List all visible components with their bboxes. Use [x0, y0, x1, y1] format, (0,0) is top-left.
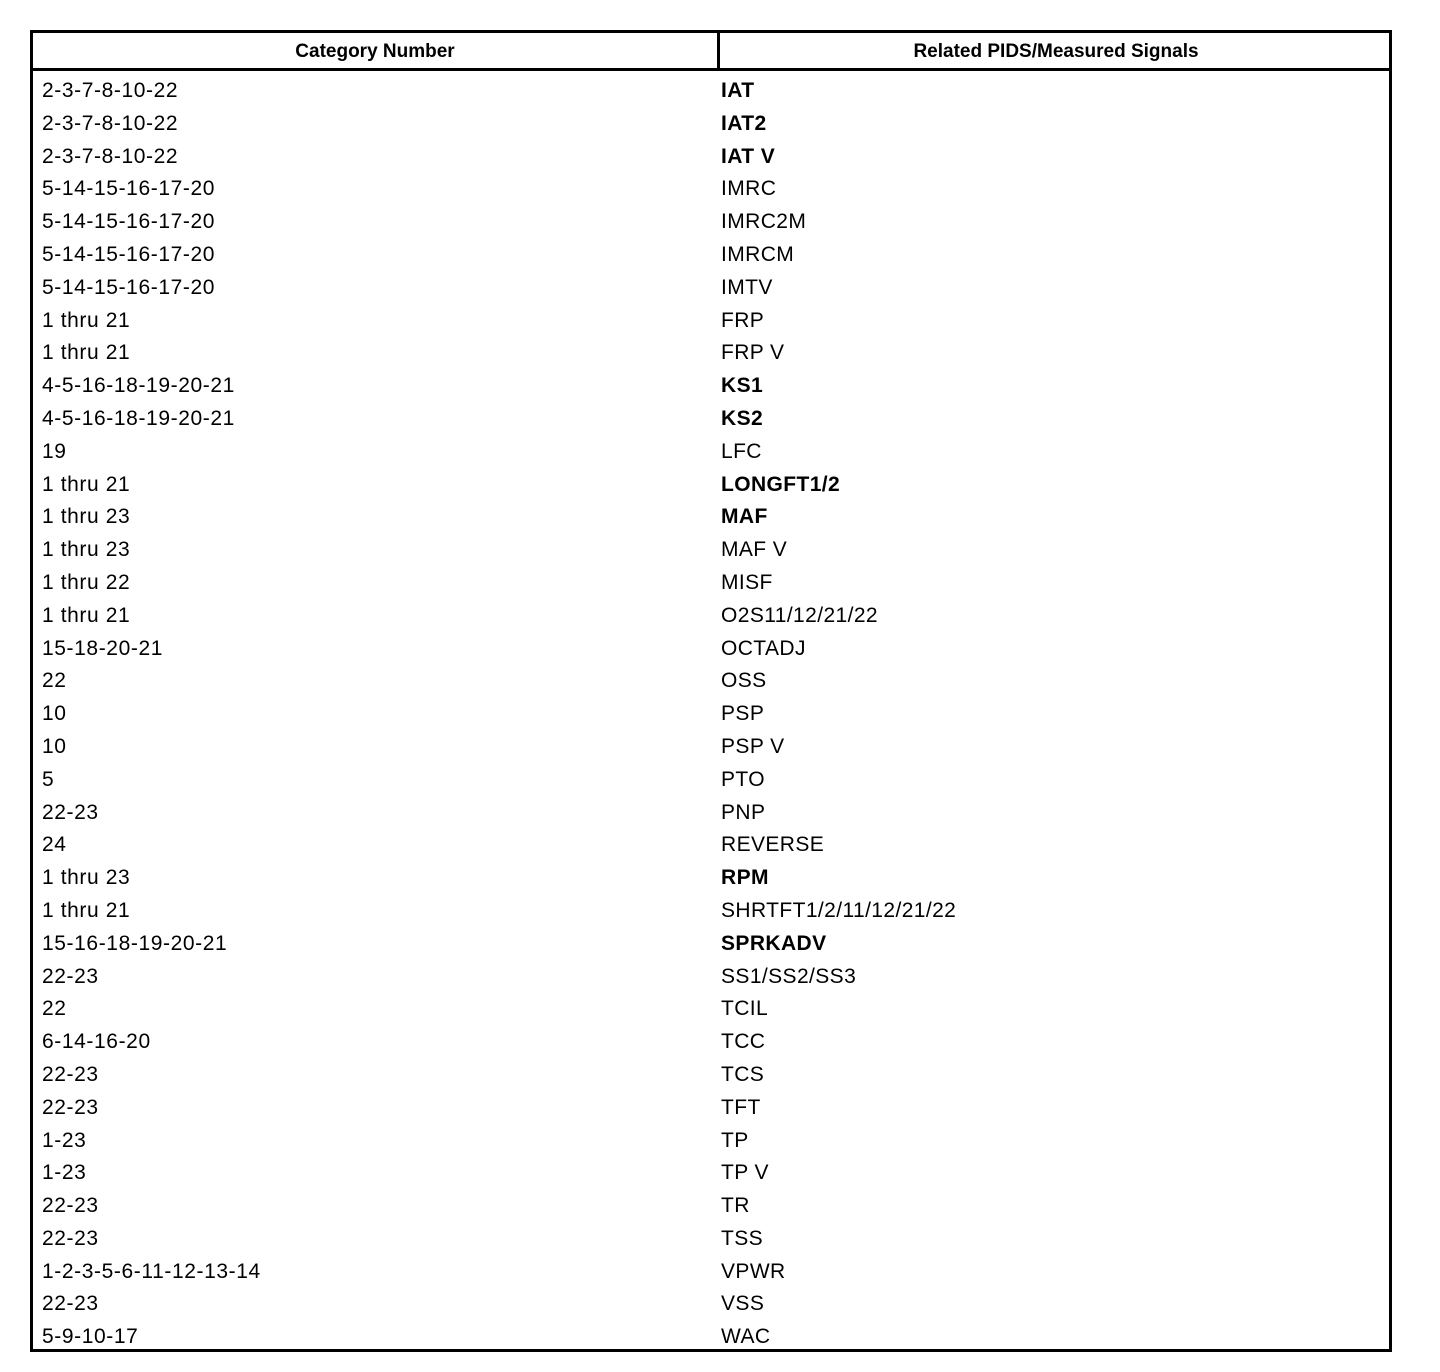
category-number-cell: 5-14-15-16-17-20 — [42, 177, 216, 201]
table-row — [33, 993, 1389, 1026]
table-row — [33, 436, 1389, 469]
table-row — [33, 370, 1389, 403]
table-row — [33, 797, 1389, 830]
pid-signal-cell: TP V — [721, 1161, 769, 1185]
header-category-number: Category Number — [295, 41, 455, 62]
pid-signal-cell: TFT — [721, 1095, 761, 1119]
pid-signal-cell: TSS — [721, 1226, 764, 1250]
table-row — [33, 1026, 1389, 1059]
table-row — [33, 1223, 1389, 1256]
pid-signal-cell: PSP V — [721, 734, 785, 758]
table-row — [33, 534, 1389, 567]
category-number-cell: 6-14-16-20 — [42, 1030, 151, 1054]
table-row — [33, 1092, 1389, 1125]
category-number-cell: 10 — [42, 734, 67, 758]
category-number-cell: 1-23 — [42, 1128, 87, 1152]
category-number-cell: 22 — [42, 669, 67, 693]
category-number-cell: 22-23 — [42, 1062, 99, 1086]
table-row — [33, 501, 1389, 534]
category-number-cell: 2-3-7-8-10-22 — [42, 144, 179, 168]
pid-signal-cell: TCS — [721, 1062, 765, 1086]
pid-signal-cell: PTO — [721, 767, 765, 791]
category-number-cell: 1-23 — [42, 1161, 87, 1185]
pid-signal-cell: IAT — [721, 79, 755, 102]
table-row — [33, 633, 1389, 666]
category-number-cell: 4-5-16-18-19-20-21 — [42, 374, 235, 398]
table-row — [33, 206, 1389, 239]
category-number-cell: 2-3-7-8-10-22 — [42, 111, 179, 135]
category-number-cell: 1 thru 21 — [42, 472, 131, 496]
pid-signal-cell: IMRC — [721, 177, 777, 201]
pid-signal-cell: TCIL — [721, 997, 769, 1021]
category-number-cell: 22 — [42, 997, 67, 1021]
table-row — [33, 895, 1389, 928]
table-row — [33, 698, 1389, 731]
table-row — [33, 1288, 1389, 1321]
table-row — [33, 862, 1389, 895]
table-row — [33, 305, 1389, 338]
category-number-cell: 1 thru 21 — [42, 898, 131, 922]
table-row — [33, 1157, 1389, 1190]
category-number-cell: 5-9-10-17 — [42, 1325, 139, 1349]
table-row — [33, 108, 1389, 141]
pid-signal-cell: KS2 — [721, 406, 764, 430]
category-number-cell: 5-14-15-16-17-20 — [42, 210, 216, 234]
pid-signal-cell: IMTV — [721, 275, 773, 299]
table-row — [33, 403, 1389, 436]
table-row — [33, 272, 1389, 305]
category-number-cell: 22-23 — [42, 800, 99, 824]
category-number-cell: 24 — [42, 833, 67, 857]
pid-signal-cell: LONGFT1/2 — [721, 472, 841, 496]
category-number-cell: 10 — [42, 702, 67, 726]
pid-signal-cell: RPM — [721, 866, 769, 890]
pid-signal-cell: IMRCM — [721, 242, 795, 266]
category-number-cell: 1 thru 21 — [42, 341, 131, 365]
pid-signal-cell: IAT V — [721, 144, 776, 168]
table-row — [33, 1190, 1389, 1223]
table-body — [33, 75, 1389, 1354]
pid-signal-cell: FRP — [721, 308, 765, 332]
pid-signal-cell: MAF — [721, 505, 768, 529]
pid-signal-cell: TCC — [721, 1030, 766, 1054]
pid-signal-cell: MISF — [721, 570, 773, 594]
pid-signal-cell: PNP — [721, 800, 766, 824]
pid-signal-cell: SPRKADV — [721, 931, 827, 955]
category-number-cell: 4-5-16-18-19-20-21 — [42, 406, 235, 430]
table-row — [33, 1256, 1389, 1289]
pid-signal-cell: SS1/SS2/SS3 — [721, 964, 857, 988]
pid-signal-cell: IAT2 — [721, 111, 767, 135]
category-number-cell: 2-3-7-8-10-22 — [42, 79, 179, 102]
table-row — [33, 141, 1389, 174]
table-row — [33, 961, 1389, 994]
pid-signal-cell: LFC — [721, 439, 762, 463]
pid-signal-cell: VSS — [721, 1292, 765, 1316]
category-number-cell: 22-23 — [42, 1292, 99, 1316]
category-number-cell: 15-16-18-19-20-21 — [42, 931, 228, 955]
table-row — [33, 731, 1389, 764]
pid-signal-cell: OSS — [721, 669, 767, 693]
category-number-cell: 5-14-15-16-17-20 — [42, 275, 216, 299]
category-number-cell: 5 — [42, 767, 55, 791]
category-number-cell: 22-23 — [42, 1226, 99, 1250]
pid-signal-cell: PSP — [721, 702, 765, 726]
pid-signal-cell: O2S11/12/21/22 — [721, 603, 878, 627]
header-related-pids: Related PIDS/Measured Signals — [913, 41, 1199, 62]
table-header-row — [33, 33, 1389, 71]
table-row — [33, 173, 1389, 206]
table-row — [33, 1125, 1389, 1158]
category-number-cell: 1 thru 23 — [42, 866, 131, 890]
table-row — [33, 337, 1389, 370]
pid-signal-cell: FRP V — [721, 341, 785, 365]
table-row — [33, 567, 1389, 600]
pid-signal-cell: TR — [721, 1194, 750, 1218]
pid-signal-cell: TP — [721, 1128, 749, 1152]
table-row — [33, 829, 1389, 862]
pid-signal-cell: KS1 — [721, 374, 764, 398]
table-row — [33, 75, 1389, 108]
category-number-cell: 22-23 — [42, 1095, 99, 1119]
table-row — [33, 600, 1389, 633]
pid-signal-cell: MAF V — [721, 538, 788, 562]
category-number-cell: 1 thru 23 — [42, 505, 131, 529]
category-number-cell: 1 thru 21 — [42, 603, 131, 627]
pid-signal-cell: REVERSE — [721, 833, 825, 857]
pid-signal-cell: WAC — [721, 1325, 771, 1349]
pid-signal-cell: OCTADJ — [721, 636, 806, 660]
table-row — [33, 764, 1389, 797]
pid-signal-cell: IMRC2M — [721, 210, 807, 234]
table-row — [33, 1059, 1389, 1092]
category-number-cell: 22-23 — [42, 1194, 99, 1218]
category-number-cell: 5-14-15-16-17-20 — [42, 242, 216, 266]
table-row — [33, 928, 1389, 961]
category-number-cell: 15-18-20-21 — [42, 636, 164, 660]
pid-signal-cell: SHRTFT1/2/11/12/21/22 — [721, 898, 957, 922]
category-number-cell: 1 thru 22 — [42, 570, 131, 594]
table-row — [33, 665, 1389, 698]
pid-category-table — [30, 30, 1392, 1352]
pid-signal-cell: VPWR — [721, 1259, 786, 1283]
category-number-cell: 19 — [42, 439, 67, 463]
table-row — [33, 1321, 1389, 1354]
table-row — [33, 239, 1389, 272]
table-row — [33, 469, 1389, 502]
category-number-cell: 1 thru 21 — [42, 308, 131, 332]
category-number-cell: 1 thru 23 — [42, 538, 131, 562]
category-number-cell: 22-23 — [42, 964, 99, 988]
category-number-cell: 1-2-3-5-6-11-12-13-14 — [42, 1259, 261, 1283]
